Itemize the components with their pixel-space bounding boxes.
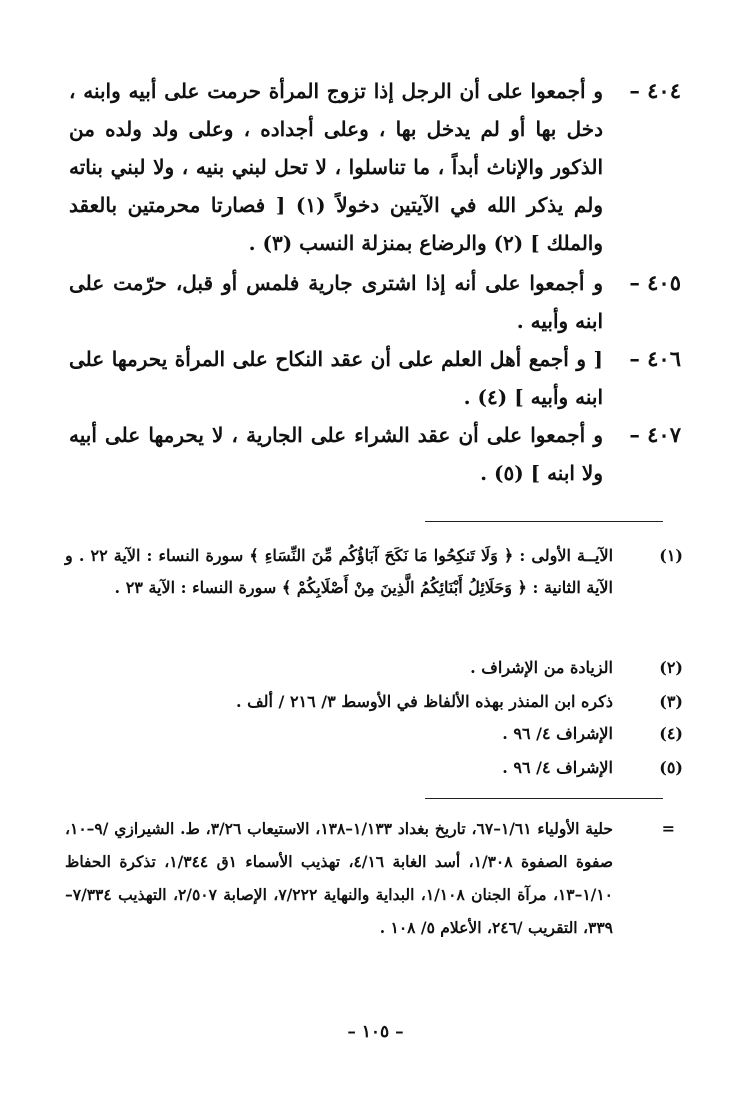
continuation-marker: = xyxy=(661,819,675,838)
footnote-number: (٥) xyxy=(659,758,683,777)
footnote-2 xyxy=(65,652,683,684)
footnote-3 xyxy=(65,686,683,718)
footnote-number: (٢) xyxy=(659,658,683,677)
entry-404 xyxy=(69,72,681,262)
entry-405 xyxy=(69,264,681,340)
entry-number: ٤٠٤ – xyxy=(629,78,681,103)
footnote-1 xyxy=(65,540,683,604)
footnote-5 xyxy=(65,752,683,784)
footnote-text: الآيــة الأولى : ﴿ وَلَا تَنكِحُوا مَا نَكَحَ آبَاؤُكُم مِّنَ النِّسَاءِ ﴾ سورة النساء : الآية ٢٢ . و الآية الثانية : ﴿ وَحَلَائِلُ أَبْنَائِكُمُ الَّذِينَ مِنْ أَصْلَابِكُمْ ﴾ سورة النساء : الآية ٢٣ . xyxy=(65,546,614,597)
entry-407 xyxy=(69,416,681,492)
entry-406 xyxy=(69,340,681,416)
footnote-4 xyxy=(65,718,683,750)
bio-separator xyxy=(425,798,663,799)
entry-text: و أجمعوا على أن عقد الشراء على الجارية ، لا يحرمها على أبيه ولا ابنه ] (٥) . xyxy=(69,423,603,485)
footnote-number: (٣) xyxy=(659,692,683,711)
footnote-text: الزيادة من الإشراف . xyxy=(470,658,613,677)
page-number: – ١٠٥ – xyxy=(347,1022,404,1042)
footnote-number: (٤) xyxy=(659,724,683,743)
footnote-text: الإشراف ٤/ ٩٦ . xyxy=(502,758,613,777)
biography-note xyxy=(65,812,683,944)
entry-text: و أجمعوا على أنه إذا اشترى جارية فلمس أو قبل، حرّمت على ابنه وأبيه . xyxy=(69,271,603,333)
footnote-text: الإشراف ٤/ ٩٦ . xyxy=(502,724,613,743)
footnote-separator xyxy=(425,521,663,522)
entry-number: ٤٠٦ – xyxy=(629,346,681,371)
entry-number: ٤٠٥ – xyxy=(629,270,681,295)
biography-text: حلية الأولياء ١/٦١–٦٧، تاريخ بغداد ١/١٣٣–١٣٨، الاستيعاب ٣/٢٦، ط. الشيرازي /٩–١٠، صفوة الصفوة ١/٣٠٨، أسد الغابة ٤/١٦، تهذيب الأسماء ١ق ١/٣٤٤، تذكرة الحفاظ ١/١٠–١٣، مرآة الجنان ١/١٠٨، البداية والنهاية ٧/٢٢٢، الإصابة ٢/٥٠٧، التهذيب ٧/٣٣٤–٣٣٩، التقريب /٢٤٦، الأعلام ٥/ ١٠٨ . xyxy=(65,819,614,937)
footnote-text: ذكره ابن المنذر بهذه الألفاظ في الأوسط ٣/ ٢١٦ / ألف . xyxy=(235,692,613,711)
entry-text: و أجمعوا على أن الرجل إذا تزوج المرأة حرمت على أبيه وابنه ، دخل بها أو لم يدخل بها ، وعلى أجداده ، وعلى ولد ولده من الذكور والإناث أبداً ، ما تناسلوا ، لا تحل لبني بنيه ، ولا لبني بناته ولم يذكر الله في الآيتين دخولاً (١) [ فصارتا محرمتين بالعقد والملك ] (٢) والرضاع بمنزلة النسب (٣) . xyxy=(69,79,603,255)
entry-text: [ و أجمع أهل العلم على أن عقد النكاح على المرأة يحرمها على ابنه وأبيه ] (٤) . xyxy=(69,347,603,409)
entry-number: ٤٠٧ – xyxy=(629,422,681,447)
footnote-number: (١) xyxy=(659,546,683,565)
